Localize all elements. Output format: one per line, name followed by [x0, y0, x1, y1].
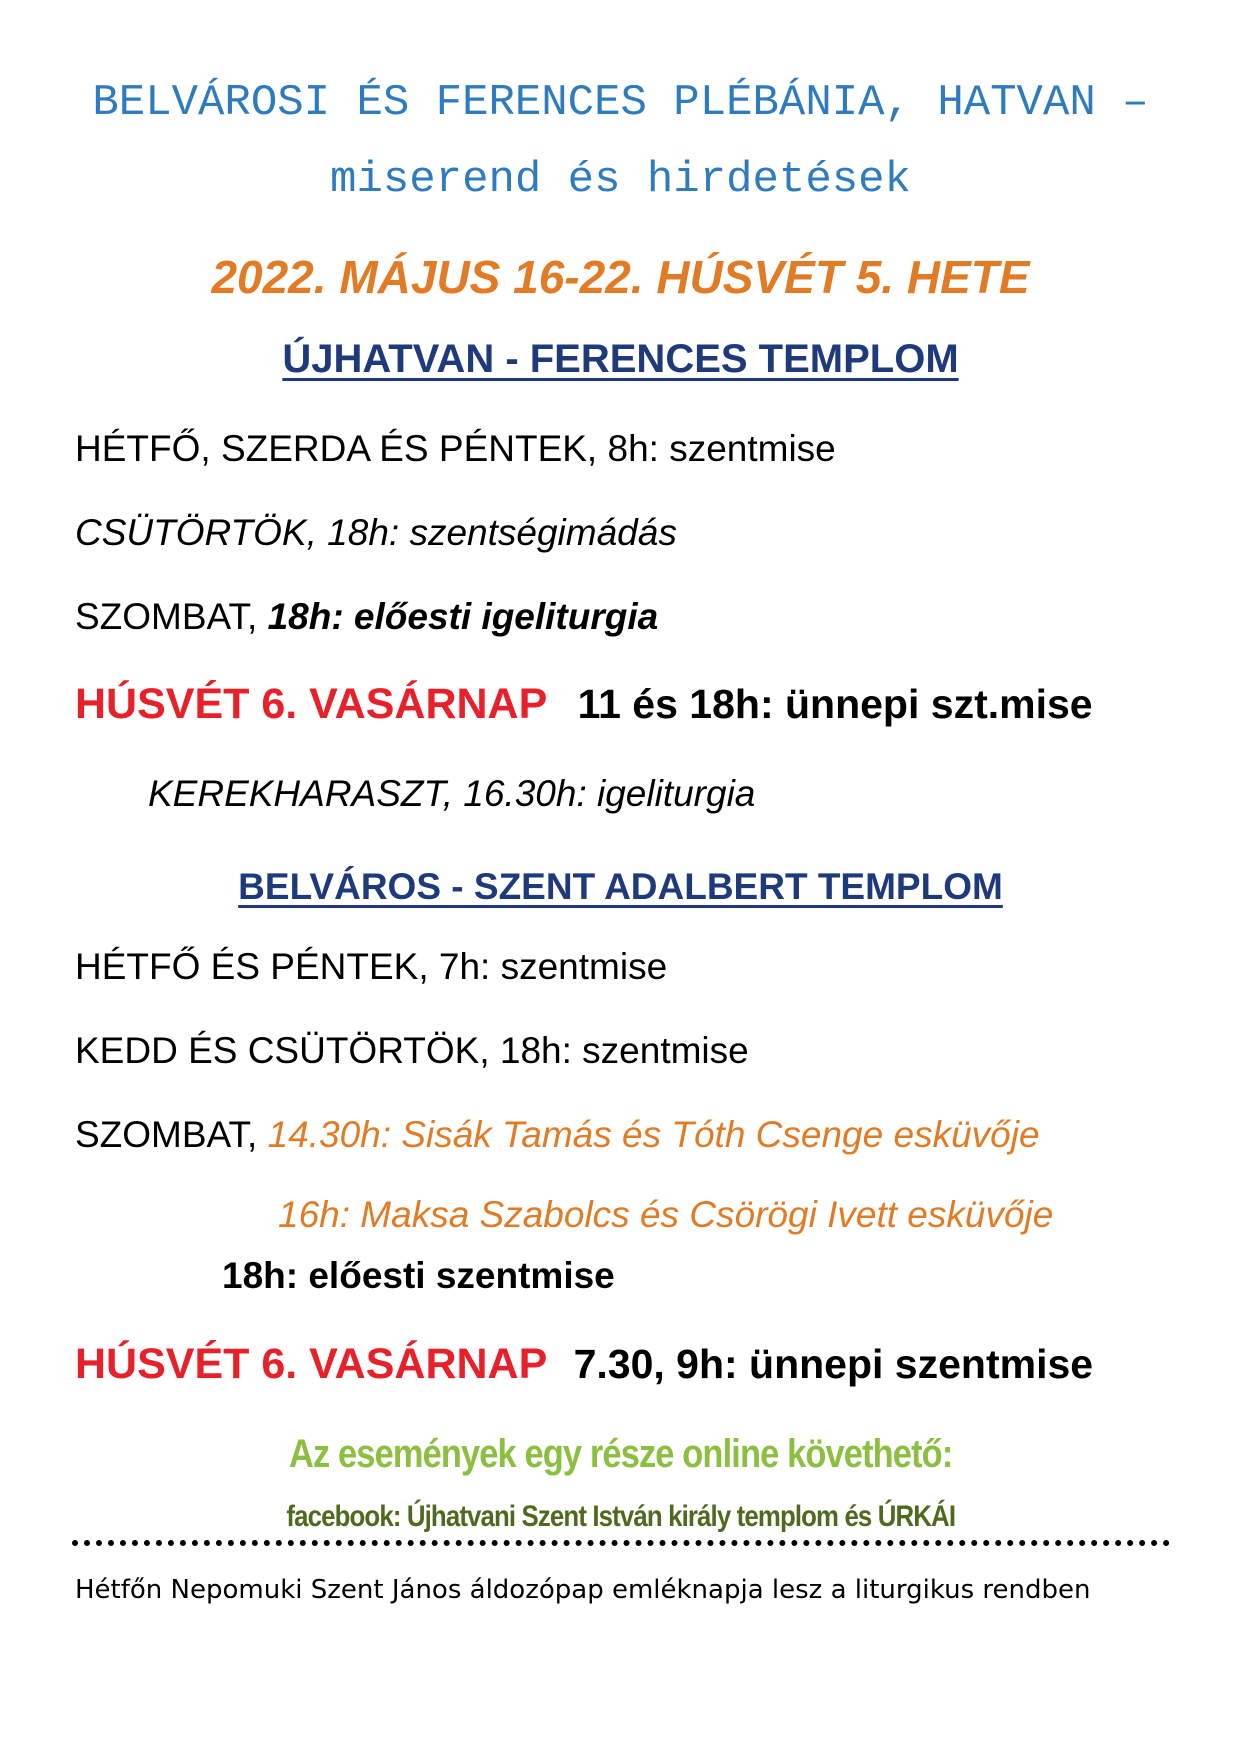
ujhatvan-sunday-line	[75, 680, 1093, 729]
online-headline: Az események egy része online követhető:	[288, 1432, 953, 1476]
belvaros-saturday-mass: 18h: előesti szentmise	[222, 1255, 615, 1296]
ujhatvan-sunday-time: 11 és 18h: ünnepi szt.mise	[577, 681, 1093, 727]
belvaros-heading-wrap	[0, 866, 1241, 908]
kerekharaszt-line: KEREKHARASZT, 16.30h: igeliturgia	[148, 773, 756, 814]
belvaros-sunday-time: 7.30, 9h: ünnepi szentmise	[573, 1341, 1094, 1387]
belvaros-monday-line: HÉTFŐ ÉS PÉNTEK, 7h: szentmise	[75, 946, 668, 987]
belvaros-tuesday-line: KEDD ÉS CSÜTÖRTÖK, 18h: szentmise	[75, 1030, 749, 1071]
facebook-line: facebook: Újhatvani Szent István király templom és ÚRKÁI	[286, 1500, 955, 1533]
parish-title: BELVÁROSI ÉS FERENCES PLÉBÁNIA, HATVAN –	[92, 78, 1149, 128]
belvaros-heading: BELVÁROS - SZENT ADALBERT TEMPLOM	[238, 866, 1003, 907]
memorial-note: Hétfőn Nepomuki Szent János áldozópap emléknapja lesz a liturgikus rendben	[75, 1575, 1091, 1605]
dotted-divider	[72, 1540, 1170, 1546]
ujhatvan-weekday-line: HÉTFŐ, SZERDA ÉS PÉNTEK, 8h: szentmise	[75, 428, 836, 469]
ujhatvan-saturday-day: SZOMBAT,	[75, 596, 268, 637]
ujhatvan-saturday-line	[75, 596, 658, 638]
belvaros-saturday-day: SZOMBAT,	[75, 1114, 268, 1155]
ujhatvan-saturday-event: 18h: előesti igeliturgia	[267, 596, 659, 637]
online-wrap	[0, 1432, 1241, 1477]
wedding-2: 16h: Maksa Szabolcs és Csörögi Ivett esküvője	[278, 1194, 1054, 1235]
facebook-wrap	[0, 1500, 1241, 1534]
belvaros-saturday-line	[75, 1114, 1040, 1156]
parish-subtitle: miserend és hirdetések	[330, 155, 911, 205]
belvaros-sunday-label: HÚSVÉT 6. VASÁRNAP	[75, 1340, 548, 1388]
ujhatvan-heading: ÚJHATVAN - FERENCES TEMPLOM	[282, 337, 959, 381]
wedding-1: 14.30h: Sisák Tamás és Tóth Csenge esküvője	[267, 1114, 1040, 1155]
belvaros-sunday-line	[75, 1340, 1093, 1389]
week-heading: 2022. MÁJUS 16-22. HÚSVÉT 5. HETE	[211, 251, 1030, 303]
ujhatvan-sunday-label: HÚSVÉT 6. VASÁRNAP	[75, 680, 548, 728]
ujhatvan-heading-wrap	[0, 337, 1241, 382]
ujhatvan-thursday-line: CSÜTÖRTÖK, 18h: szentségimádás	[75, 512, 677, 553]
